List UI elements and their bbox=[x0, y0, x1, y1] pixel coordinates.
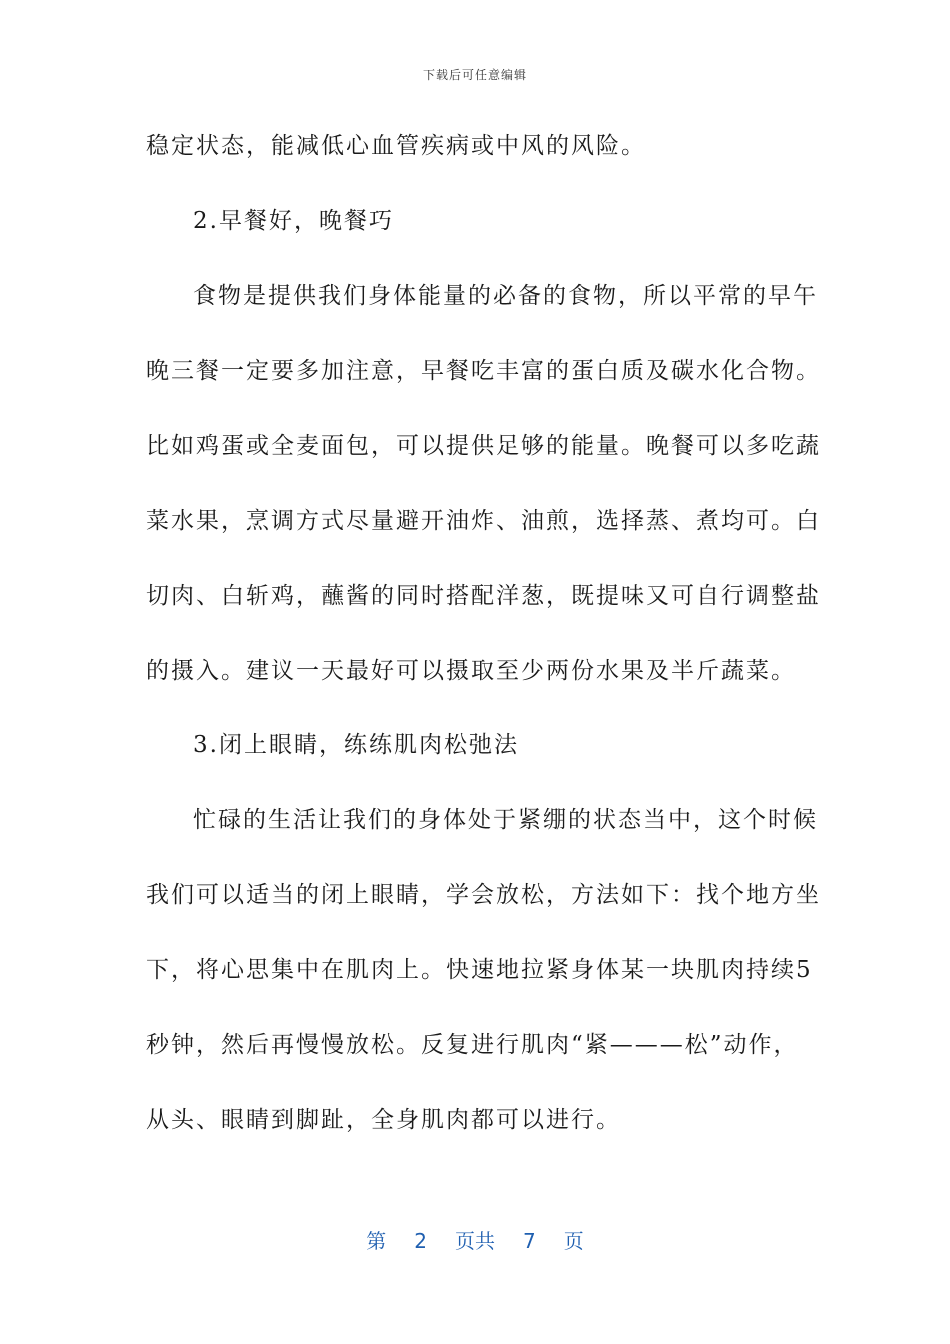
paragraph-line: 从头、眼睛到脚趾，全身肌肉都可以进行。 bbox=[146, 1107, 621, 1133]
page-label-prefix: 第 bbox=[366, 1229, 387, 1253]
paragraph-line: 切肉、白斩鸡，蘸酱的同时搭配洋葱，既提味又可自行调整盐 bbox=[146, 583, 821, 609]
header-note: 下载后可任意编辑 bbox=[422, 68, 527, 82]
paragraph-line: 我们可以适当的闭上眼睛，学会放松，方法如下：找个地方坐 bbox=[146, 882, 821, 908]
paragraph-line: 比如鸡蛋或全麦面包，可以提供足够的能量。晚餐可以多吃蔬 bbox=[146, 433, 821, 459]
paragraph-line: 晚三餐一定要多加注意，早餐吃丰富的蛋白质及碳水化合物。 bbox=[146, 358, 821, 384]
page-label-mid: 页共 bbox=[455, 1229, 495, 1253]
paragraph-line: 稳定状态，能减低心血管疾病或中风的风险。 bbox=[146, 133, 646, 159]
paragraph-line: 下，将心思集中在肌肉上。快速地拉紧身体某一块肌肉持续5 bbox=[146, 957, 813, 983]
paragraph-line: 的摄入。建议一天最好可以摄取至少两份水果及半斤蔬菜。 bbox=[146, 658, 796, 684]
page-number-footer bbox=[0, 1225, 950, 1254]
page-label-suffix: 页 bbox=[563, 1229, 584, 1253]
paragraph-line: 菜水果，烹调方式尽量避开油炸、油煎，选择蒸、煮均可。白 bbox=[146, 508, 821, 534]
paragraph-line: 秒钟，然后再慢慢放松。反复进行肌肉“紧———松”动作， bbox=[146, 1032, 799, 1058]
current-page-number: 2 bbox=[414, 1229, 427, 1253]
section-heading-muscle-relaxation: 3.闭上眼睛，练练肌肉松弛法 bbox=[193, 732, 519, 758]
total-pages-number: 7 bbox=[523, 1229, 536, 1253]
section-heading-breakfast-dinner: 2.早餐好，晚餐巧 bbox=[193, 208, 394, 234]
paragraph-line: 食物是提供我们身体能量的必备的食物，所以平常的早午 bbox=[193, 283, 818, 309]
paragraph-line: 忙碌的生活让我们的身体处于紧绷的状态当中，这个时候 bbox=[193, 807, 818, 833]
